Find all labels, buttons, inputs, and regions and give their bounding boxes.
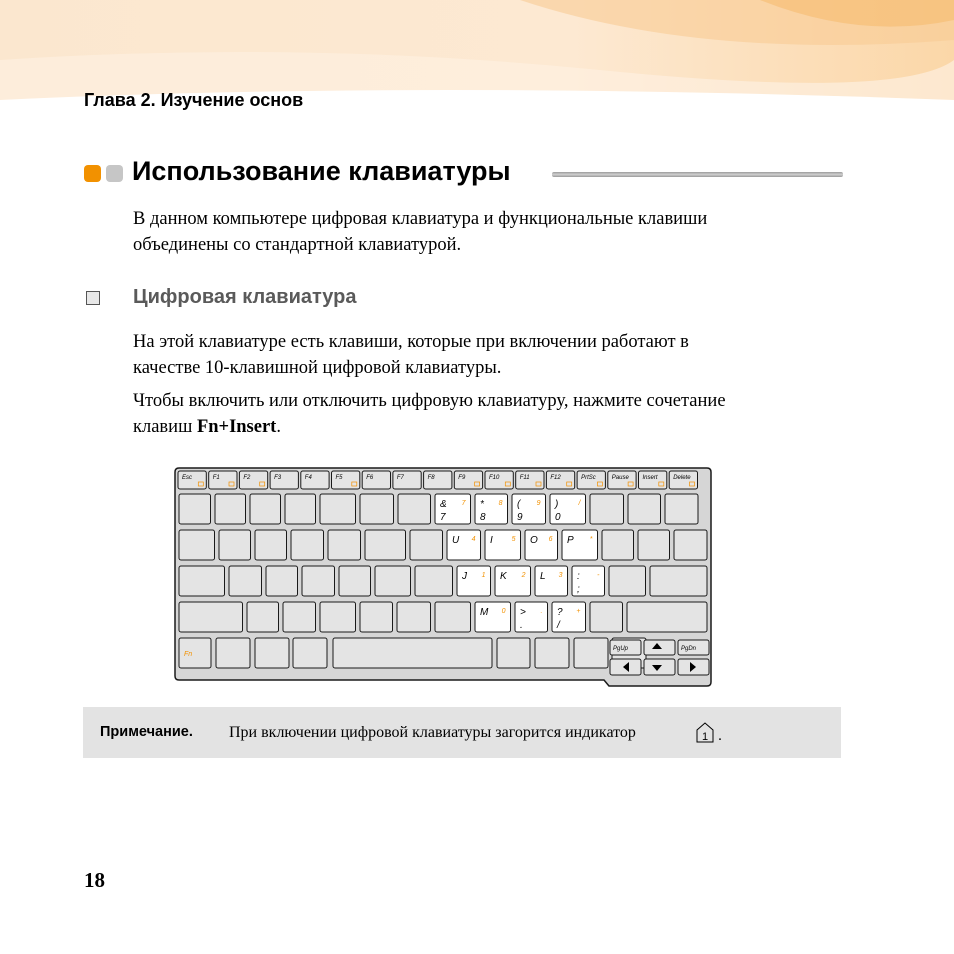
numpad-num-12: 0 <box>501 608 506 615</box>
numpad-num-11: - <box>597 572 600 579</box>
para2-line-2 <box>133 414 281 440</box>
key-r0-1 <box>215 494 246 524</box>
fkey-label-0: Esc <box>182 475 193 481</box>
fkey-label-15: Insert <box>642 475 658 481</box>
fkey-label-14: Pause <box>611 475 629 481</box>
numpad-main-7: P <box>567 535 574 546</box>
numpad-main-0: & <box>440 499 447 510</box>
fkey-label-7: F7 <box>396 475 404 481</box>
key-r0-11 <box>590 494 624 524</box>
numpad-num-7: * <box>589 536 593 543</box>
key-r0-3 <box>285 494 316 524</box>
note-suffix: . <box>718 728 722 743</box>
numpad-main-10: L <box>540 571 546 582</box>
key-r1-13 <box>674 530 707 560</box>
key-r2-0 <box>179 566 225 596</box>
key-r1-5 <box>365 530 406 560</box>
chapter-title: Глава 2. Изучение основ <box>84 90 304 110</box>
key-r0-2 <box>250 494 281 524</box>
numpad-num-5: 5 <box>511 536 516 543</box>
numpad-main-3: ) <box>555 499 559 510</box>
key-r3-3 <box>320 602 356 632</box>
numpad-num-14: + <box>576 608 581 615</box>
numpad-main-11: : <box>577 571 580 582</box>
note-box <box>83 707 841 758</box>
key-r1-2 <box>255 530 287 560</box>
title-rule <box>552 172 843 177</box>
fkey-label-12: F12 <box>550 475 561 481</box>
numpad-main-14: ? <box>557 607 563 618</box>
key-r3-6 <box>435 602 471 632</box>
numpad-num-2: 9 <box>536 500 541 507</box>
numpad-sub-1: 8 <box>480 512 486 523</box>
bottom-key-2 <box>255 638 289 668</box>
key-r2-2 <box>266 566 298 596</box>
page-number: 18 <box>84 868 105 892</box>
key-r0-12 <box>628 494 661 524</box>
para2-line-1: Чтобы включить или отключить цифровую клавиатуру, нажмите сочетание <box>133 391 726 411</box>
fkey-label-4: F4 <box>304 475 312 481</box>
numpad-num-13: . <box>540 608 543 615</box>
key-r2-6 <box>415 566 453 596</box>
fkey-label-6: F6 <box>366 475 374 481</box>
key-r0-13 <box>665 494 698 524</box>
key-r0-0 <box>179 494 211 524</box>
fkey-label-10: F10 <box>489 475 500 481</box>
orange-dot-icon <box>84 165 101 182</box>
key-r3-2 <box>283 602 316 632</box>
key-r1-12 <box>638 530 670 560</box>
keyboard-diagram <box>172 466 714 688</box>
key-r2-1 <box>229 566 262 596</box>
numpad-num-0: 7 <box>461 500 466 507</box>
para1-line-1: На этой клавиатуре есть клавиши, которые при включении работают в <box>133 332 689 352</box>
bottom-key-7 <box>574 638 608 668</box>
bottom-key-5 <box>497 638 530 668</box>
intro-line-1: В данном компьютере цифровая клавиатура и функциональные клавиши <box>133 209 708 229</box>
numpad-main-9: K <box>500 571 507 582</box>
section-title: Использование клавиатуры <box>132 156 511 186</box>
fkey-label-9: F9 <box>458 475 466 481</box>
fkey-label-8: F8 <box>427 475 435 481</box>
key-r3-4 <box>360 602 393 632</box>
numpad-sub-3: 0 <box>555 512 561 523</box>
fkey-label-1: F1 <box>212 475 220 481</box>
numlock-indicator-icon <box>694 721 724 743</box>
numpad-main-2: ( <box>517 499 521 510</box>
key-r2-5 <box>375 566 411 596</box>
key-r1-6 <box>410 530 443 560</box>
key-r1-3 <box>291 530 324 560</box>
numpad-num-1: 8 <box>498 500 503 507</box>
numpad-main-12: M <box>480 607 489 618</box>
pgdn-label: PgDn <box>681 646 697 652</box>
para1-line-2: качестве 10-клавишной цифровой клавиатуры. <box>133 358 502 378</box>
fkey-label-3: F3 <box>274 475 282 481</box>
note-label: Примечание. <box>100 724 193 740</box>
intro-line-2: объединены со стандартной клавиатурой. <box>133 235 462 255</box>
numpad-sub-2: 9 <box>517 512 523 523</box>
numpad-sub-14: / <box>557 620 560 631</box>
fkey-label-2: F2 <box>243 475 251 481</box>
bottom-key-6 <box>535 638 569 668</box>
key-r0-6 <box>398 494 431 524</box>
numpad-num-6: 6 <box>548 536 553 543</box>
bottom-key-4 <box>333 638 492 668</box>
key-r1-4 <box>328 530 361 560</box>
numpad-sub-13: . <box>520 620 523 631</box>
fkey-label-11: F11 <box>519 475 530 481</box>
key-r1-1 <box>219 530 251 560</box>
key-r1-11 <box>602 530 634 560</box>
numpad-num-4: 4 <box>471 536 476 543</box>
fkey-label-5: F5 <box>335 475 343 481</box>
gray-dot-icon <box>106 165 123 182</box>
subsection-title: Цифровая клавиатура <box>133 286 357 308</box>
key-r0-5 <box>360 494 394 524</box>
key-r1-0 <box>179 530 215 560</box>
key-r3-11 <box>627 602 707 632</box>
numpad-main-4: U <box>452 535 460 546</box>
key-r3-1 <box>247 602 279 632</box>
key-r3-5 <box>397 602 431 632</box>
numpad-main-5: I <box>490 535 493 546</box>
numpad-num-9: 2 <box>521 572 526 579</box>
numpad-sub-0: 7 <box>440 512 446 523</box>
numpad-main-1: * <box>480 499 484 510</box>
fkey-label-13: PrtSc <box>581 475 596 481</box>
key-r3-10 <box>590 602 623 632</box>
key-r0-4 <box>320 494 356 524</box>
numpad-num-8: 1 <box>481 572 486 579</box>
note-text <box>229 724 636 742</box>
bottom-key-3 <box>293 638 327 668</box>
key-combo: Fn+Insert <box>196 417 277 437</box>
square-bullet-icon <box>86 291 100 305</box>
bottom-key-1 <box>216 638 250 668</box>
note-body: При включении цифровой клавиатуры загорится индикатор <box>229 724 636 741</box>
numpad-main-13: > <box>520 607 526 618</box>
numpad-num-3: / <box>578 500 581 507</box>
pgup-label: PgUp <box>613 646 629 652</box>
numpad-main-8: J <box>462 571 467 582</box>
para2-prefix: клавиш <box>133 417 197 437</box>
fn-key-label: Fn <box>184 651 193 658</box>
key-r3-0 <box>179 602 243 632</box>
key-r2-11 <box>609 566 646 596</box>
indicator-digit: 1 <box>701 731 709 743</box>
fkey-label-16: Delete <box>673 475 691 481</box>
key-r2-4 <box>339 566 371 596</box>
para2-suffix: . <box>276 417 281 437</box>
key-r2-3 <box>302 566 335 596</box>
key-r2-12 <box>650 566 707 596</box>
numpad-sub-11: ; <box>577 584 580 595</box>
numpad-main-6: O <box>530 535 538 546</box>
numpad-num-10: 3 <box>558 572 563 579</box>
